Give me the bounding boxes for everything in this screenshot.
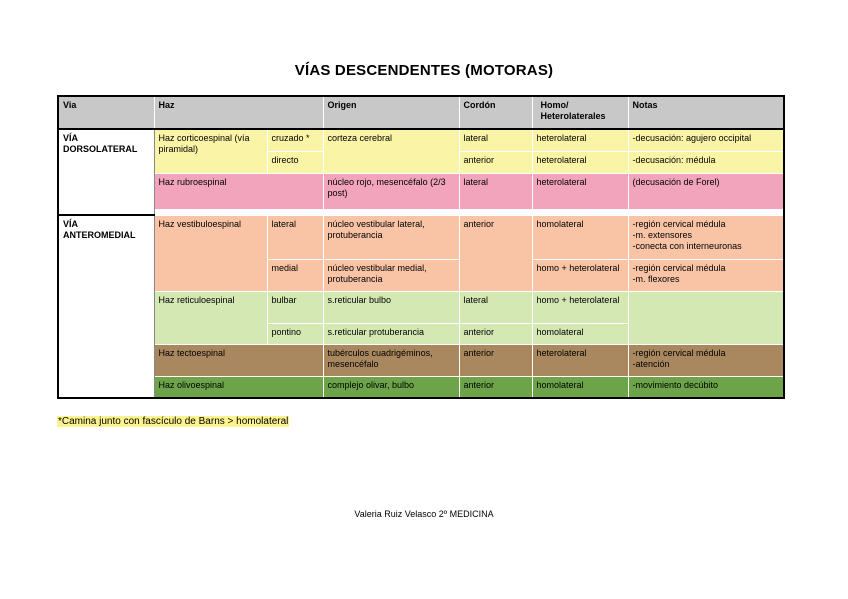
origen-vestibular-medial: núcleo vestibular medial, protuberancia (323, 259, 459, 291)
table-row (58, 291, 784, 323)
origen-corticoespinal: corteza cerebral (323, 129, 459, 173)
descending-pathways-table (57, 95, 785, 399)
haz-corticoespinal: Haz corticoespinal (vía piramidal) (154, 129, 267, 173)
homo-cruzado: heterolateral (532, 129, 628, 151)
haz-olivoespinal: Haz olivoespinal (154, 376, 323, 398)
notas-tectoespinal: -región cervical médula -atención (628, 344, 784, 376)
sub-medial: medial (267, 259, 323, 291)
header-via: Via (58, 96, 154, 129)
sub-cruzado: cruzado * (267, 129, 323, 151)
haz-reticuloespinal: Haz reticuloespinal (154, 291, 267, 344)
origen-reticular-protuberancia: s.reticular protuberancia (323, 323, 459, 344)
cordon-cruzado: lateral (459, 129, 532, 151)
sub-directo: directo (267, 151, 323, 173)
notas-vestibular-lateral: -región cervical médula -m. extensores -conecta con interneuronas (628, 215, 784, 259)
header-notas: Notas (628, 96, 784, 129)
homo-bulbar: homo + heterolateral (532, 291, 628, 323)
origen-tectoespinal: tubérculos cuadrigéminos, mesencéfalo (323, 344, 459, 376)
haz-tectoespinal: Haz tectoespinal (154, 344, 323, 376)
homo-rubroespinal: heterolateral (532, 173, 628, 209)
origen-vestibular-lateral: núcleo vestibular lateral, protuberancia (323, 215, 459, 259)
notas-rubroespinal: (decusación de Forel) (628, 173, 784, 209)
notas-reticuloespinal (628, 291, 784, 344)
author-footer: Valeria Ruiz Velasco 2º MEDICINA (354, 509, 494, 519)
table-row (58, 129, 784, 151)
notas-cruzado: -decusación: agujero occipital (628, 129, 784, 151)
cordon-pontino: anterior (459, 323, 532, 344)
cordon-tectoespinal: anterior (459, 344, 532, 376)
homo-olivoespinal: homolateral (532, 376, 628, 398)
via-dorsolateral: VÍA DORSOLATERAL (58, 129, 154, 215)
homo-pontino: homolateral (532, 323, 628, 344)
homo-directo: heterolateral (532, 151, 628, 173)
notas-directo: -decusación: médula (628, 151, 784, 173)
homo-vestibular-medial: homo + heterolateral (532, 259, 628, 291)
table-row (58, 173, 784, 209)
notas-olivoespinal: -movimiento decúbito (628, 376, 784, 398)
footnote: *Camina junto con fascículo de Barns > homolateral (58, 416, 289, 427)
cordon-bulbar: lateral (459, 291, 532, 323)
cordon-vestibuloespinal: anterior (459, 215, 532, 291)
origen-olivoespinal: complejo olivar, bulbo (323, 376, 459, 398)
via-anteromedial: VÍA ANTEROMEDIAL (58, 215, 154, 398)
homo-vestibular-lateral: homolateral (532, 215, 628, 259)
sub-lateral: lateral (267, 215, 323, 259)
table-row (58, 344, 784, 376)
table-row (58, 376, 784, 398)
notas-vestibular-medial: -región cervical médula -m. flexores (628, 259, 784, 291)
cordon-rubroespinal: lateral (459, 173, 532, 209)
header-cordon: Cordón (459, 96, 532, 129)
header-row (58, 96, 784, 129)
header-origen: Origen (323, 96, 459, 129)
origen-rubroespinal: núcleo rojo, mesencéfalo (2/3 post) (323, 173, 459, 209)
page-title: VÍAS DESCENDENTES (MOTORAS) (294, 62, 554, 79)
haz-rubroespinal: Haz rubroespinal (154, 173, 323, 209)
header-homo: Homo/ Heterolaterales (532, 96, 628, 129)
sub-bulbar: bulbar (267, 291, 323, 323)
cordon-olivoespinal: anterior (459, 376, 532, 398)
origen-reticular-bulbo: s.reticular bulbo (323, 291, 459, 323)
cordon-directo: anterior (459, 151, 532, 173)
haz-vestibuloespinal: Haz vestibuloespinal (154, 215, 267, 291)
header-haz: Haz (154, 96, 323, 129)
homo-tectoespinal: heterolateral (532, 344, 628, 376)
table-row (58, 215, 784, 259)
sub-pontino: pontino (267, 323, 323, 344)
